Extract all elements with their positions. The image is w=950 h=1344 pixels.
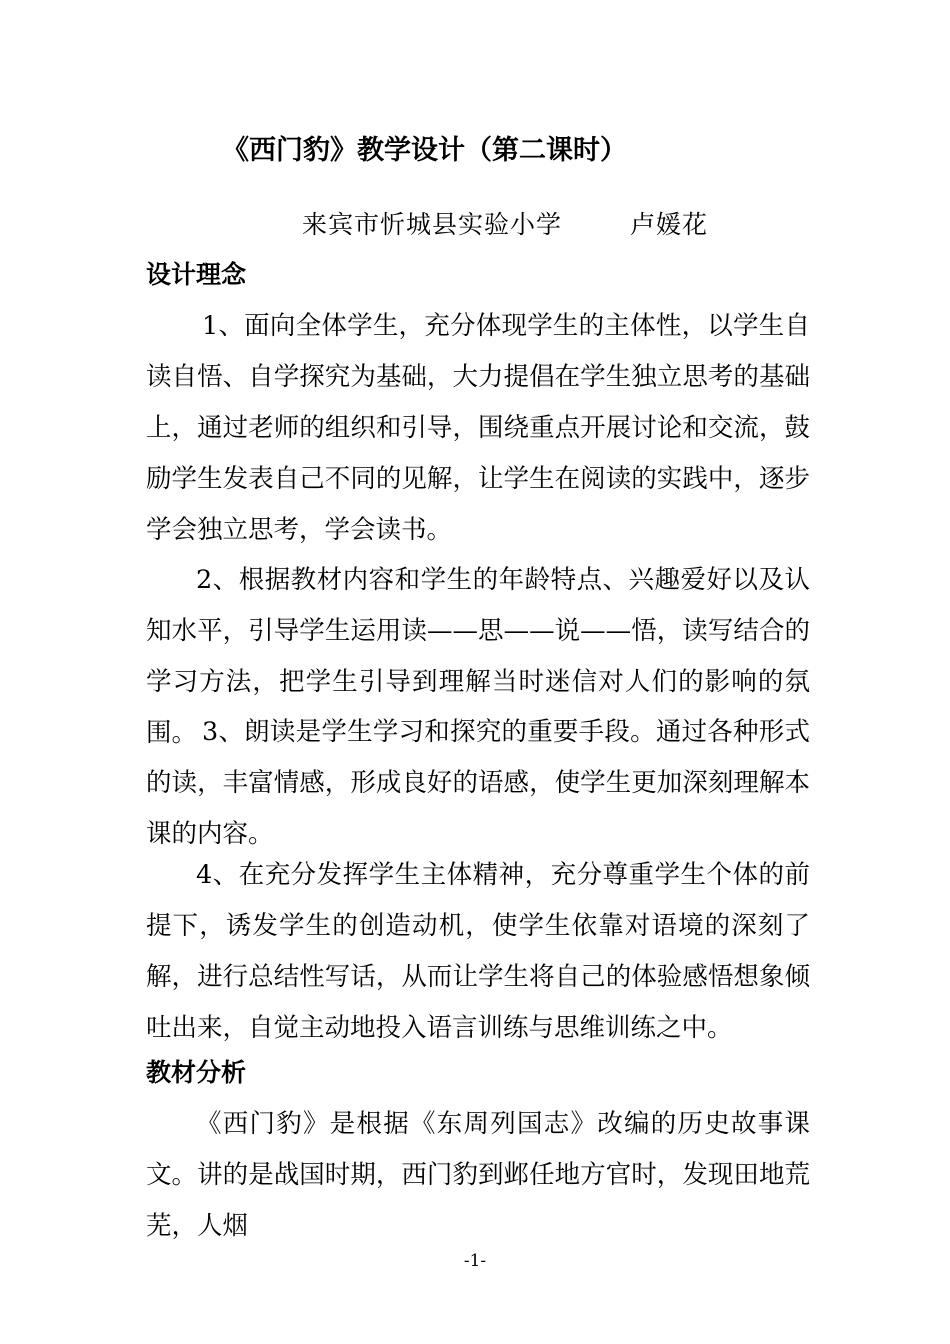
paragraph-concept-3: 3、朗读是学生学习和探究的重要手段。通过各种形式的读，丰富情感，形成良好的语感，使学生更加深刻理解本课的内容。 bbox=[146, 717, 810, 849]
paragraph-concept-1: 1、面向全体学生，充分体现学生的主体性，以学生自读自悟、自学探究为基础，大力提倡在学生独立思考的基础上，通过老师的组织和引导，围绕重点开展讨论和交流，鼓励学生发表自己不同的见解，让学生在阅读的实践中，逐步学会独立思考，学会读书。 bbox=[146, 311, 810, 545]
paragraph-material-1: 《西门豹》是根据《东周列国志》改编的历史故事课文。讲的是战国时期，西门豹到邺任地方官时，发现田地荒芜，人烟 bbox=[146, 1109, 810, 1241]
author-name: 卢媛花 bbox=[630, 210, 709, 239]
document-title: 《西门豹》教学设计（第二课时） bbox=[222, 135, 627, 166]
school-name: 来宾市忻城县实验小学 bbox=[302, 210, 563, 239]
section-heading-material-analysis: 教材分析 bbox=[146, 1058, 247, 1087]
paragraph-concept-2: 2、根据教材内容和学生的年龄特点、兴趣爱好以及认知水平，引导学生运用读——思——说——悟，读写结合的学习方法，把学生引导到理解当时迷信对人们的影响的氛围。 bbox=[146, 565, 810, 748]
byline bbox=[302, 208, 708, 242]
section-heading-design-concept: 设计理念 bbox=[146, 260, 247, 289]
page-number: -1- bbox=[463, 1251, 487, 1271]
paragraph-concept-4: 4、在充分发挥学生主体精神，充分尊重学生个体的前提下，诱发学生的创造动机，使学生依靠对语境的深刻了解，进行总结性写话，从而让学生将自己的体验感悟想象倾吐出来，自觉主动地投入语言训练与思维训练之中。 bbox=[146, 860, 810, 1043]
